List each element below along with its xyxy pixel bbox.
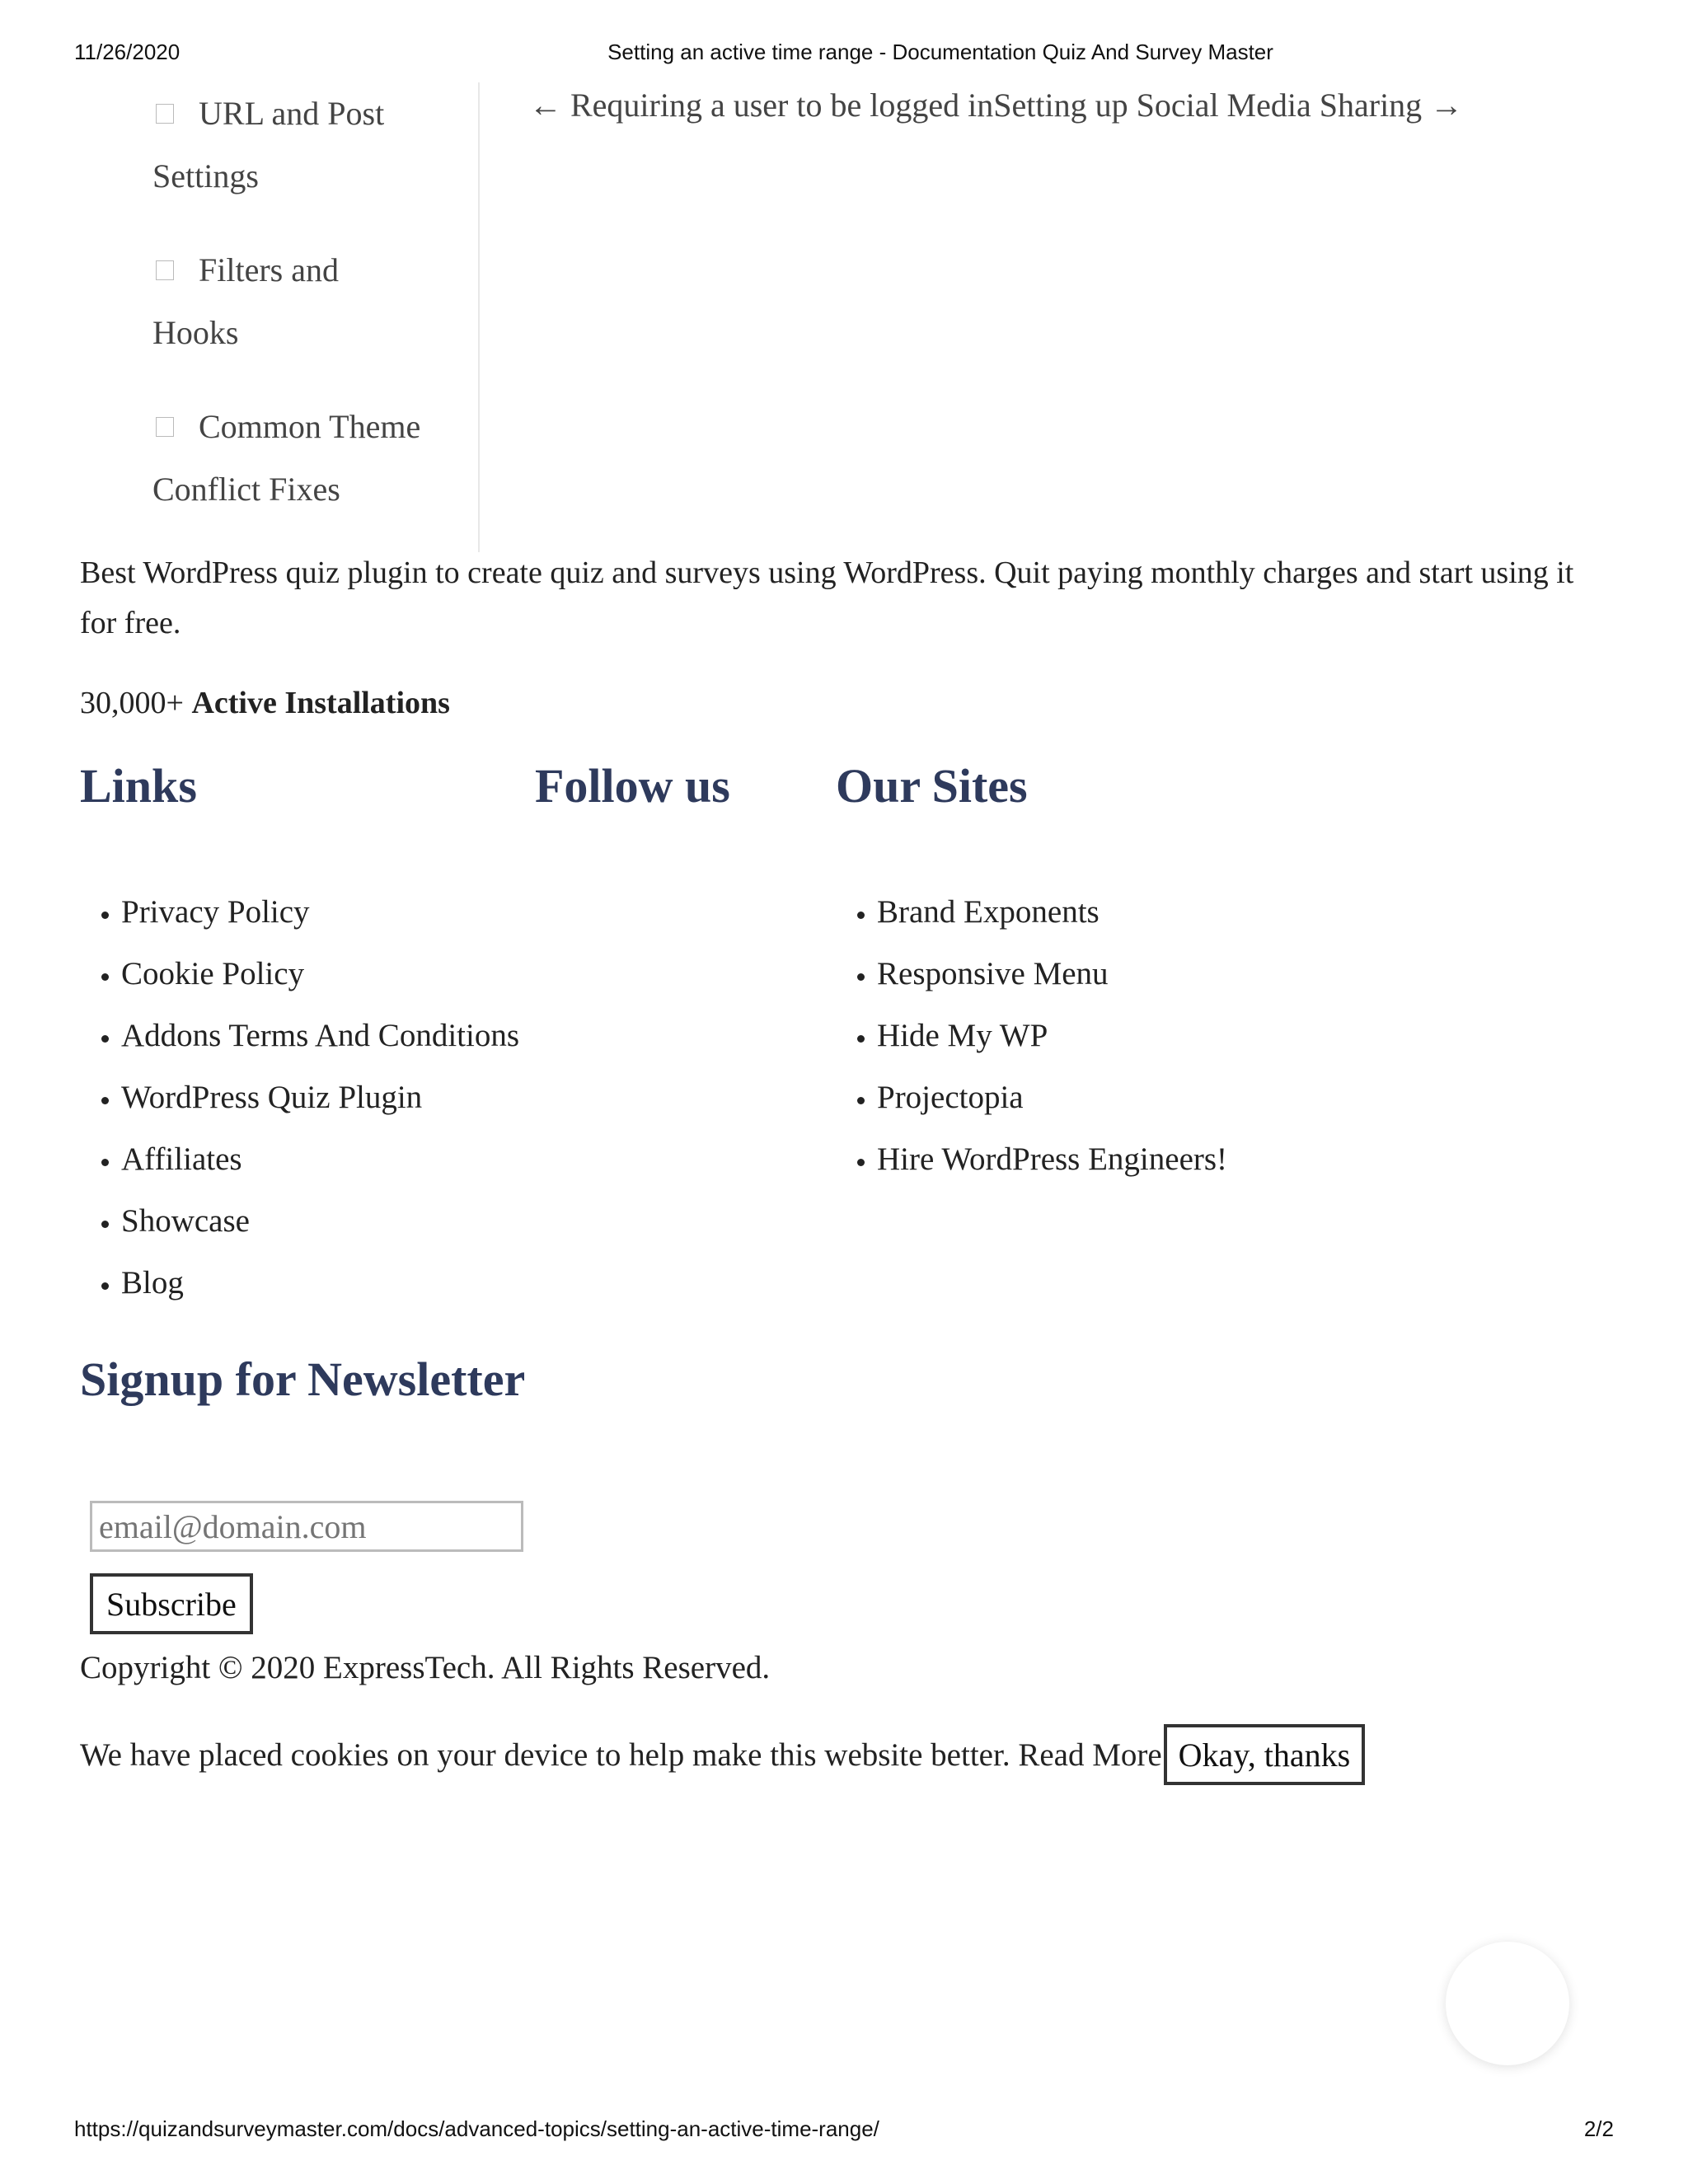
- print-page-number: 2/2: [1583, 2116, 1614, 2141]
- active-installs: [80, 685, 1613, 721]
- subscribe-button[interactable]: Subscribe: [90, 1573, 253, 1634]
- footer-link-cookie[interactable]: • Cookie Policy: [121, 943, 519, 1005]
- footer-link-addons-terms[interactable]: • Addons Terms And Conditions: [121, 1005, 519, 1066]
- footer-link-quiz-plugin[interactable]: • WordPress Quiz Plugin: [121, 1066, 519, 1128]
- footer-link-blog[interactable]: • Blog: [121, 1252, 519, 1314]
- footer-columns: [80, 757, 1613, 1351]
- site-link-hire-engineers[interactable]: • Hire WordPress Engineers!: [877, 1128, 1227, 1190]
- cookie-notice: [80, 1724, 1613, 1785]
- site-link-brand-exponents[interactable]: • Brand Exponents: [877, 881, 1227, 943]
- print-date: 11/26/2020: [74, 40, 181, 64]
- sidebar-item-url-post-settings[interactable]: [152, 82, 478, 208]
- site-link-hide-my-wp[interactable]: • Hide My WP: [877, 1005, 1227, 1066]
- footer-link-privacy[interactable]: • Privacy Policy: [121, 881, 519, 943]
- sidebar-item-label: URL and Post: [199, 95, 385, 132]
- prev-post-link[interactable]: ← Requiring a user to be logged in: [529, 87, 994, 124]
- follow-heading: Follow us: [535, 759, 730, 813]
- sidebar-item-label: Filters and: [199, 251, 339, 288]
- newsletter-section: [80, 1351, 1613, 1634]
- sidebar-item-theme-conflicts[interactable]: [152, 396, 478, 521]
- follow-column: [535, 757, 730, 815]
- links-heading: Links: [80, 759, 197, 813]
- post-navigation: [529, 82, 1463, 129]
- footer-link-affiliates[interactable]: • Affiliates: [121, 1128, 519, 1190]
- site-link-responsive-menu[interactable]: • Responsive Menu: [877, 943, 1227, 1005]
- sidebar-item-label: Hooks: [152, 314, 239, 351]
- sites-heading: Our Sites: [836, 759, 1028, 813]
- folder-icon: [156, 417, 174, 437]
- sites-column: [836, 757, 1227, 1190]
- sidebar-item-filters-hooks[interactable]: [152, 239, 478, 364]
- chat-launcher-button[interactable]: [1446, 1942, 1569, 2065]
- copyright-text: Copyright © 2020 ExpressTech. All Rights Reserved.: [80, 1650, 771, 1685]
- site-footer: [80, 548, 1613, 1785]
- sidebar-item-label: Common Theme: [199, 408, 421, 445]
- print-title: Setting an active time range - Documentation Quiz And Survey Master: [607, 40, 1273, 64]
- next-post-link[interactable]: Setting up Social Media Sharing →: [993, 87, 1464, 124]
- cookie-text: We have placed cookies on your device to help make this website better. Read More: [80, 1736, 1162, 1773]
- sidebar-item-label: Settings: [152, 157, 259, 194]
- folder-icon: [156, 104, 174, 124]
- links-list: [80, 881, 519, 1314]
- folder-icon: [156, 260, 174, 280]
- site-link-projectopia[interactable]: • Projectopia: [877, 1066, 1227, 1128]
- installs-label: Active Installations: [191, 686, 450, 720]
- cookie-accept-button[interactable]: Okay, thanks: [1164, 1724, 1365, 1785]
- sidebar-item-label: Conflict Fixes: [152, 471, 340, 508]
- newsletter-form: [90, 1501, 1613, 1634]
- footer-link-showcase[interactable]: • Showcase: [121, 1190, 519, 1252]
- sites-list: [836, 881, 1227, 1190]
- email-field[interactable]: [90, 1501, 523, 1552]
- print-url: https://quizandsurveymaster.com/docs/advanced-topics/setting-an-active-time-range/: [74, 2116, 879, 2141]
- links-column: [80, 757, 519, 1314]
- footer-about: Best WordPress quiz plugin to create quiz and surveys using WordPress. Quit paying monthly charges and start using it for free.: [80, 555, 1574, 640]
- newsletter-heading: Signup for Newsletter: [80, 1352, 526, 1406]
- docs-sidebar: [152, 82, 480, 552]
- installs-count: 30,000+: [80, 686, 184, 720]
